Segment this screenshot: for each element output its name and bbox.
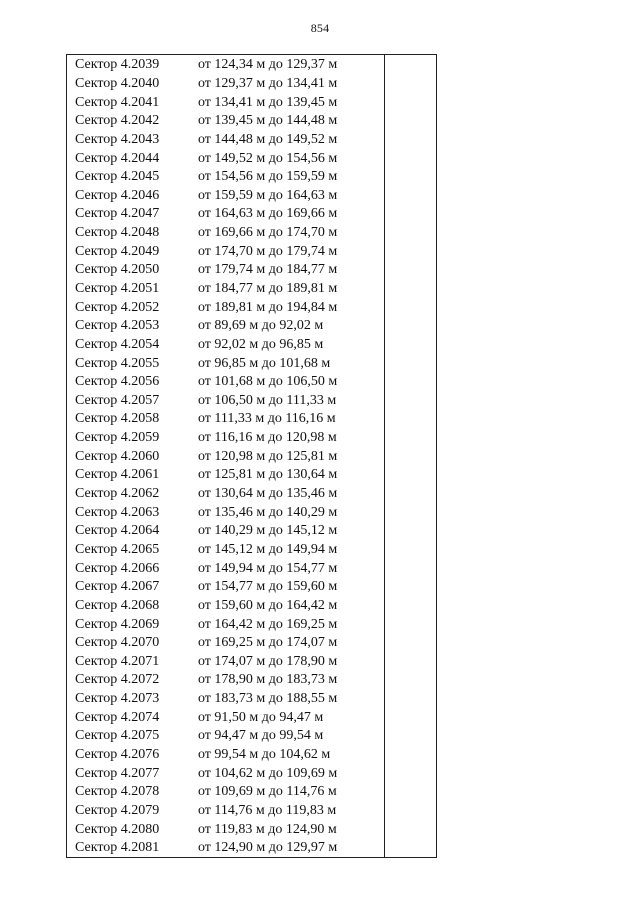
distance-range: от 94,47 м до 99,54 м: [197, 728, 324, 744]
sector-label: Сектор 4.2041: [75, 94, 160, 110]
sector-label: Сектор 4.2051: [75, 281, 160, 296]
page-number: 854: [310, 21, 330, 35]
table-row: [75, 802, 375, 821]
table-row: [75, 410, 375, 429]
distance-range: от 124,90 м до 129,97 м: [197, 840, 338, 856]
distance-range: от 92,02 м до 96,85 м: [197, 336, 324, 352]
table-row: [75, 764, 375, 783]
distance-range: от 164,63 м до 169,66 м: [197, 206, 338, 222]
distance-range: от 174,07 м до 178,90 м: [197, 653, 338, 669]
sector-label: Сектор 4.2047: [75, 206, 160, 222]
distance-range: от 154,77 м до 159,60 м: [197, 579, 338, 595]
distance-range: от 120,98 м до 125,81 м: [197, 448, 338, 464]
sector-label: Сектор 4.2061: [75, 467, 160, 483]
table-row: [75, 93, 375, 112]
table-row: [75, 131, 375, 150]
table-row: [75, 485, 375, 504]
table-row: [75, 336, 375, 355]
distance-range: от 91,50 м до 94,47 м: [197, 709, 324, 725]
column-divider: [384, 54, 385, 858]
sector-label: Сектор 4.2048: [75, 225, 160, 241]
table-row: [75, 242, 375, 261]
distance-range: от 116,16 м до 120,98 м: [197, 430, 337, 446]
table-row: [75, 317, 375, 336]
sector-label: Сектор 4.2050: [75, 262, 160, 278]
table-row: [75, 205, 375, 224]
table-row: [75, 671, 375, 690]
table-row: [75, 56, 375, 75]
distance-range: от 129,37 м до 134,41 м: [197, 75, 338, 91]
sector-label: Сектор 4.2075: [75, 728, 160, 744]
sector-label: Сектор 4.2049: [75, 243, 160, 259]
sector-label: Сектор 4.2046: [75, 187, 160, 203]
sector-label: Сектор 4.2062: [75, 486, 160, 502]
distance-range: от 101,68 м до 106,50 м: [197, 374, 338, 390]
table-row: [75, 447, 375, 466]
distance-range: от 125,81 м до 130,64 м: [197, 467, 338, 483]
table-row: [75, 429, 375, 448]
table-row: [75, 690, 375, 709]
table-row: [75, 839, 375, 858]
table-row: [75, 112, 375, 131]
sector-label: Сектор 4.2081: [75, 840, 160, 856]
sector-label: Сектор 4.2052: [75, 299, 160, 315]
sector-label: Сектор 4.2064: [75, 523, 160, 539]
distance-range: от 89,69 м до 92,02 м: [197, 318, 324, 334]
sector-label: Сектор 4.2080: [75, 821, 160, 837]
sector-label: Сектор 4.2053: [75, 318, 160, 334]
sector-label: Сектор 4.2066: [75, 560, 160, 576]
sector-label: Сектор 4.2056: [75, 374, 160, 390]
distance-range: от 135,46 м до 140,29 м: [197, 504, 338, 520]
distance-range: от 164,42 м до 169,25 м: [197, 616, 338, 632]
distance-range: от 184,77 м до 189,81 м: [197, 281, 338, 296]
distance-range: от 106,50 м до 111,33 м: [197, 392, 337, 408]
distance-range: от 154,56 м до 159,59 м: [197, 169, 338, 185]
distance-range: от 159,59 м до 164,63 м: [197, 187, 338, 203]
table-row: [75, 653, 375, 672]
table-row: [75, 354, 375, 373]
distance-range: от 183,73 м до 188,55 м: [197, 691, 338, 707]
distance-range: от 134,41 м до 139,45 м: [197, 94, 338, 110]
distance-range: от 149,52 м до 154,56 м: [197, 150, 338, 166]
distance-range: от 104,62 м до 109,69 м: [197, 765, 338, 781]
sector-label: Сектор 4.2074: [75, 709, 160, 725]
sector-label: Сектор 4.2057: [75, 392, 160, 408]
table-row: [75, 578, 375, 597]
distance-range: от 119,83 м до 124,90 м: [197, 821, 337, 837]
table-row: [75, 466, 375, 485]
sector-label: Сектор 4.2079: [75, 802, 160, 818]
distance-range: от 169,66 м до 174,70 м: [197, 225, 338, 241]
distance-range: от 169,25 м до 174,07 м: [197, 635, 338, 651]
distance-range: от 109,69 м до 114,76 м: [197, 784, 337, 800]
table-row: [75, 503, 375, 522]
sector-label: Сектор 4.2054: [75, 336, 160, 352]
table-row: [75, 373, 375, 392]
distance-range: от 111,33 м до 116,16 м: [197, 411, 336, 427]
distance-range: от 140,29 м до 145,12 м: [197, 523, 338, 539]
distance-range: от 96,85 м до 101,68 м: [197, 355, 331, 371]
distance-range: от 159,60 м до 164,42 м: [197, 597, 338, 613]
table-row: [75, 186, 375, 205]
table-row: [75, 559, 375, 578]
table-row: [75, 522, 375, 541]
sector-label: Сектор 4.2058: [75, 411, 160, 427]
distance-range: от 174,70 м до 179,74 м: [197, 243, 338, 259]
sector-label: Сектор 4.2070: [75, 635, 160, 651]
sector-label: Сектор 4.2039: [75, 57, 160, 73]
sector-label: Сектор 4.2063: [75, 504, 160, 520]
table-row: [75, 746, 375, 765]
distance-range: от 130,64 м до 135,46 м: [197, 486, 338, 502]
table-row: [75, 75, 375, 94]
sector-label: Сектор 4.2073: [75, 691, 160, 707]
sector-label: Сектор 4.2059: [75, 430, 160, 446]
table-row: [75, 224, 375, 243]
table-row: [75, 280, 375, 299]
distance-range: от 144,48 м до 149,52 м: [197, 131, 338, 147]
sector-label: Сектор 4.2040: [75, 75, 160, 91]
sector-label: Сектор 4.2042: [75, 113, 160, 129]
sector-label: Сектор 4.2065: [75, 541, 160, 557]
sector-label: Сектор 4.2060: [75, 448, 160, 464]
sector-label: Сектор 4.2078: [75, 784, 160, 800]
table-row: [75, 783, 375, 802]
sector-label: Сектор 4.2072: [75, 672, 160, 688]
sector-label: Сектор 4.2055: [75, 355, 160, 371]
distance-range: от 124,34 м до 129,37 м: [197, 57, 338, 73]
distance-range: от 189,81 м до 194,84 м: [197, 299, 338, 315]
sector-label: Сектор 4.2068: [75, 597, 160, 613]
table-row: [75, 261, 375, 280]
sector-label: Сектор 4.2077: [75, 765, 160, 781]
sector-label: Сектор 4.2045: [75, 169, 160, 185]
table-row: [75, 708, 375, 727]
table-row: [75, 820, 375, 839]
table-row: [75, 298, 375, 317]
table-row: [75, 634, 375, 653]
distance-range: от 99,54 м до 104,62 м: [197, 747, 331, 763]
table-row: [75, 615, 375, 634]
table-row: [75, 597, 375, 616]
sector-rows: [75, 56, 375, 858]
sector-label: Сектор 4.2044: [75, 150, 160, 166]
distance-range: от 145,12 м до 149,94 м: [197, 541, 338, 557]
sector-label: Сектор 4.2076: [75, 747, 160, 763]
table-row: [75, 149, 375, 168]
distance-range: от 178,90 м до 183,73 м: [197, 672, 338, 688]
table-row: [75, 541, 375, 560]
sector-label: Сектор 4.2071: [75, 653, 160, 669]
sector-label: Сектор 4.2067: [75, 579, 160, 595]
table-row: [75, 168, 375, 187]
table-row: [75, 392, 375, 411]
distance-range: от 179,74 м до 184,77 м: [197, 262, 338, 278]
sector-label: Сектор 4.2069: [75, 616, 160, 632]
distance-range: от 149,94 м до 154,77 м: [197, 560, 338, 576]
sector-label: Сектор 4.2043: [75, 131, 160, 147]
table-row: [75, 727, 375, 746]
distance-range: от 139,45 м до 144,48 м: [197, 113, 338, 129]
distance-range: от 114,76 м до 119,83 м: [197, 802, 337, 818]
